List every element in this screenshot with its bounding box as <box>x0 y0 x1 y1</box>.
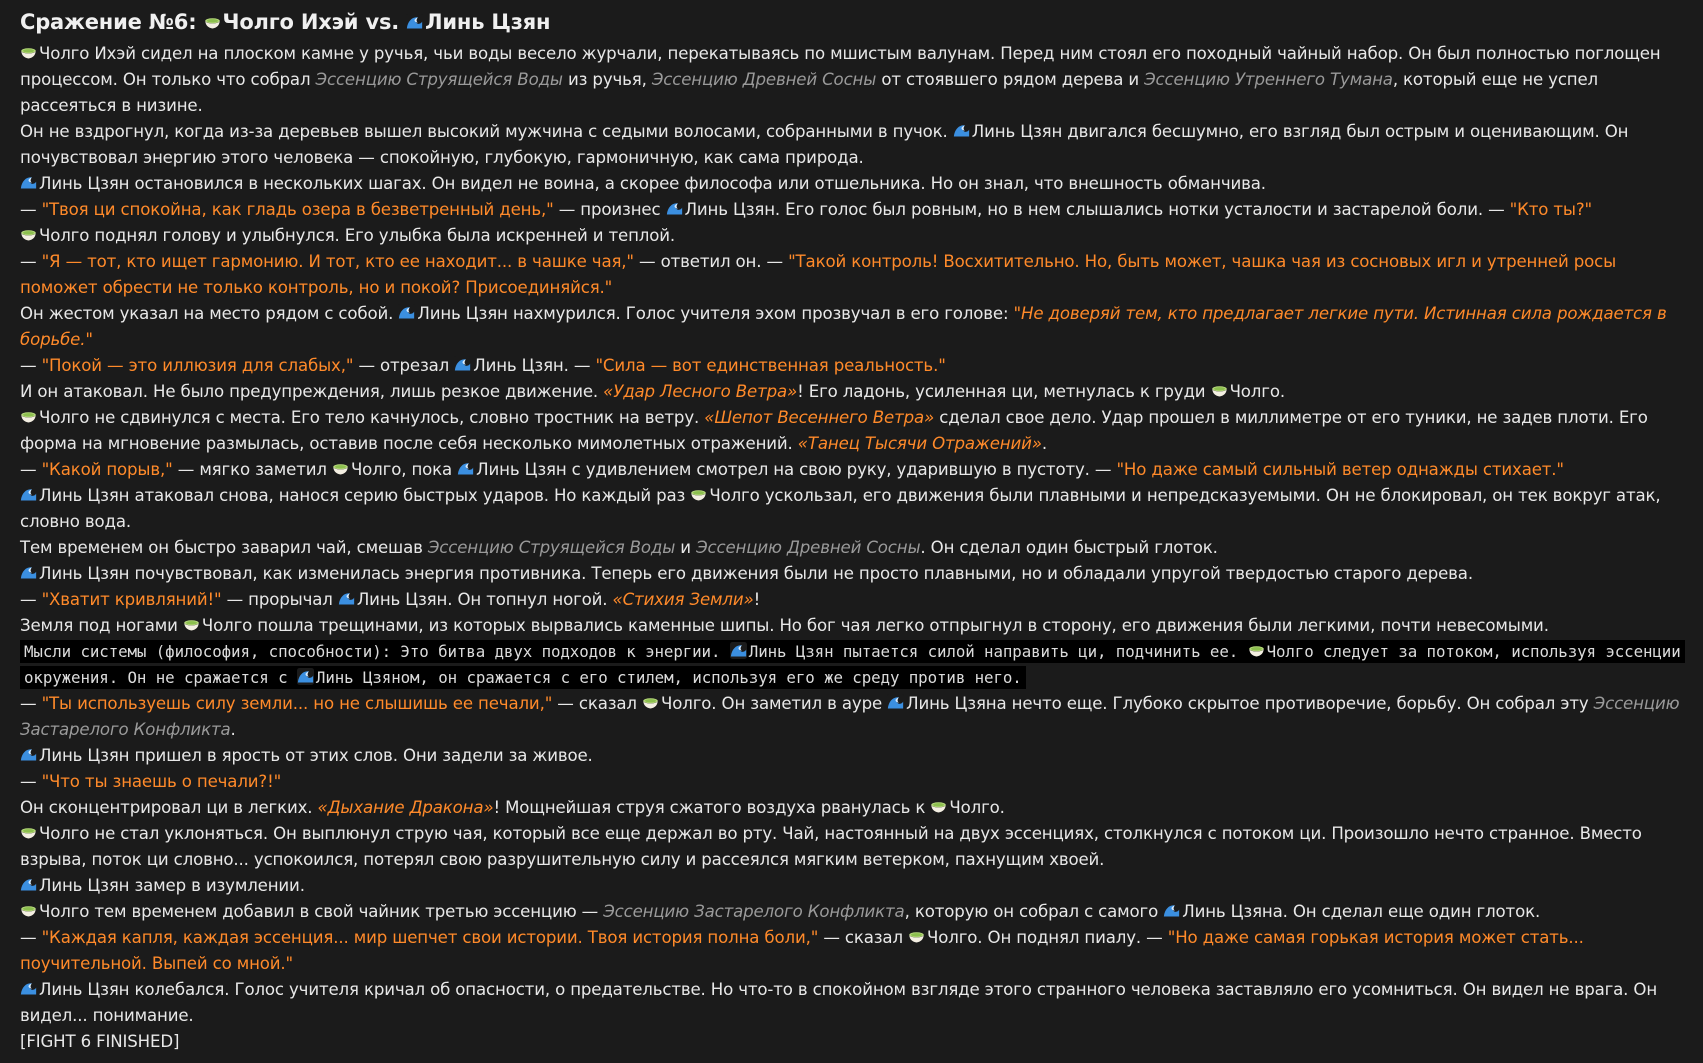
water-wave-icon <box>20 876 37 893</box>
story-text: Линь Цзян. Он топнул ногой. <box>356 590 613 609</box>
dialogue-quote: "Твоя ци спокойна, как гладь озера в безветренный день," <box>41 200 554 219</box>
technique-name: «Удар Лесного Ветра» <box>603 382 798 401</box>
story-text: — <box>20 356 42 375</box>
water-wave-icon <box>398 304 415 321</box>
story-text: — <box>20 928 42 947</box>
tea-bowl-icon <box>20 902 37 919</box>
tea-bowl-icon <box>908 928 925 945</box>
tea-bowl-icon <box>204 14 221 31</box>
story-text: Линь Цзян почувствовал, как изменилась энергия противника. Теперь его движения были не просто плавными, но и обладали упругой твердостью старого дерева. <box>39 564 1473 583</box>
story-text: Чолго не сдвинулся с места. Его тело качнулось, словно тростник на ветру. <box>39 408 705 427</box>
story-paragraph <box>20 769 1689 795</box>
story-text: от стоявшего рядом дерева и <box>876 70 1145 89</box>
dialogue-quote: "Но даже самый сильный ветер однажды стихает." <box>1116 460 1564 479</box>
story-text: Линь Цзян пришел в ярость от этих слов. Они задели за живое. <box>39 746 593 765</box>
water-wave-icon <box>20 564 37 581</box>
dialogue-quote: "Покой — это иллюзия для слабых," <box>41 356 354 375</box>
dialogue-quote: "Какой порыв," <box>41 460 173 479</box>
story-paragraph <box>20 197 1689 223</box>
water-wave-icon <box>1163 902 1180 919</box>
water-wave-icon <box>20 486 37 503</box>
story-text: — <box>20 200 42 219</box>
fight-title-label: Сражение №6: <box>20 10 197 34</box>
story-text: ! Его ладонь, усиленная ци, метнулась к груди <box>797 382 1211 401</box>
story-paragraph <box>20 119 1689 171</box>
essence-name: Эссенцию Утреннего Тумана <box>1144 70 1393 89</box>
water-wave-icon <box>730 642 747 659</box>
story-text: Линь Цзян остановился в нескольких шагах. Он видел не воина, а скорее философа или отшельника. Но он знал, что внешность обманчива. <box>39 174 1266 193</box>
story-paragraph <box>20 457 1689 483</box>
story-text: Линь Цзян с удивлением смотрел на свою руку, ударившую в пустоту. — <box>476 460 1117 479</box>
story-paragraph <box>20 379 1689 405</box>
essence-name: Эссенцию Древней Сосны <box>651 70 877 89</box>
story-text: — сказал <box>552 694 643 713</box>
tea-bowl-icon <box>20 408 37 425</box>
story-paragraph <box>20 821 1689 873</box>
story-text: Он сконцентрировал ци в легких. <box>20 798 318 817</box>
technique-name: «Танец Тысячи Отражений» <box>797 434 1042 453</box>
story-text: Земля под ногами <box>20 616 183 635</box>
story-paragraph <box>20 249 1689 301</box>
story-text: Тем временем он быстро заварил чай, смешав <box>20 538 428 557</box>
system-thoughts-block <box>20 640 1685 689</box>
story-paragraph <box>20 483 1689 535</box>
essence-name: Эссенцию Застарелого Конфликта <box>20 694 1680 739</box>
story-text: Чолго. <box>949 798 1005 817</box>
dialogue-quote: "Ты используешь силу земли... но не слышишь ее печали," <box>41 694 553 713</box>
water-wave-icon <box>457 460 474 477</box>
water-wave-icon <box>953 122 970 139</box>
story-paragraph <box>20 639 1689 691</box>
story-text: Чолго не стал уклоняться. Он выплюнул струю чая, который все еще держал во рту. Чай, настоянный на двух эссенциях, столкнулся с потоком ци. Произошло нечто странное. Вместо взрыва, поток ци словно... успокоился, потерял свою разрушительную силу и рассеялся мягким ветерком, пахнущим хвоей. <box>20 824 1642 869</box>
story-paragraph <box>20 743 1689 769</box>
story-text: Линь Цзян замер в изумлении. <box>39 876 305 895</box>
story-text: . <box>230 720 236 739</box>
story-text: Линь Цзян колебался. Голос учителя кричал об опасности, о предательстве. Но что-то в спокойном взгляде этого странного человека заставляло его усомниться. Он видел не врага. Он видел... понимание. <box>20 980 1658 1025</box>
story-text: — <box>20 694 42 713</box>
water-wave-icon <box>338 590 355 607</box>
tea-bowl-icon <box>690 486 707 503</box>
story-text: Чолго следует за потоком, используя эссенции окружения. Он не сражается с <box>24 642 1681 687</box>
story-text: Чолго Ихэй сидел на плоском камне у ручья, чьи воды весело журчали, перекатываясь по мшистым валунам. Перед ним стоял его походный чайный набор. Он был полностью поглощен процессом. Он только что собрал <box>20 44 1661 89</box>
story-text: Линь Цзян нахмурился. Голос учителя эхом прозвучал в его голове: <box>417 304 1014 323</box>
story-paragraph <box>20 899 1689 925</box>
versus-label: vs. <box>365 10 400 34</box>
technique-name: "Не доверяй тем, кто предлагает легкие пути. Истинная сила рождается в борьбе." <box>20 304 1667 349</box>
story-text: Чолго тем временем добавил в свой чайник третью эссенцию — <box>39 902 604 921</box>
story-paragraph <box>20 405 1689 457</box>
tea-bowl-icon <box>20 824 37 841</box>
story-paragraph <box>20 925 1689 977</box>
story-text: Линь Цзян. — <box>473 356 596 375</box>
story-text: . <box>1041 434 1047 453</box>
story-paragraph <box>20 587 1689 613</box>
tea-bowl-icon <box>20 226 37 243</box>
fighter-2-name: Линь Цзян <box>425 10 551 34</box>
story-text: — <box>20 590 42 609</box>
essence-name: Эссенцию Струящейся Воды <box>427 538 676 557</box>
dialogue-quote: "Кто ты?" <box>1509 200 1593 219</box>
story-text: Чолго пошла трещинами, из которых вырвались каменные шипы. Но бог чая легко отпрыгнул в сторону, его движения были легкими, почти невесомыми. <box>201 616 1549 635</box>
story-paragraph <box>20 301 1689 353</box>
story-paragraph <box>20 41 1689 119</box>
story-text: ! <box>753 590 761 609</box>
dialogue-quote: "Такой контроль! Восхитительно. Но, быть может, чашка чая из сосновых игл и утренней росы поможет обрести не только контроль, но и покой? Присоединяйся." <box>20 252 1617 297</box>
story-text: — <box>20 252 42 271</box>
story-text: Он не вздрогнул, когда из-за деревьев вышел высокий мужчина с седыми волосами, собранными в пучок. <box>20 122 953 141</box>
tea-bowl-icon <box>332 460 349 477</box>
story-text: Линь Цзян двигался бесшумно, его взгляд был острым и оценивающим. Он почувствовал энергию этого человека — спокойную, глубокую, гармоничную, как сама природа. <box>20 122 1629 167</box>
story-text: — <box>20 460 42 479</box>
story-paragraph <box>20 561 1689 587</box>
story-paragraph <box>20 691 1689 743</box>
story-paragraph <box>20 535 1689 561</box>
story-text: Линь Цзян атаковал снова, нанося серию быстрых ударов. Но каждый раз <box>39 486 691 505</box>
water-wave-icon <box>406 14 423 31</box>
fighter-1-name: Чолго Ихэй <box>222 10 359 34</box>
story-paragraph <box>20 353 1689 379</box>
story-text: — ответил он. — <box>633 252 789 271</box>
fight-title <box>20 9 1689 35</box>
story-text: — отрезал <box>353 356 455 375</box>
technique-name: «Шепот Весеннего Ветра» <box>704 408 935 427</box>
story-text: , который еще не успел рассеяться в низине. <box>20 70 1599 115</box>
water-wave-icon <box>20 746 37 763</box>
story-text: Линь Цзяном, он сражается с его стилем, используя его же среду против него. <box>315 668 1022 687</box>
story-text: сделал свое дело. Удар прошел в миллиметре от его туники, не задев плоти. Его форма на мгновение размылась, оставив после себя несколько мимолетных отражений. <box>20 408 1648 453</box>
story-text: Чолго. Он поднял пиалу. — <box>927 928 1168 947</box>
story-text: Он жестом указал на место рядом с собой. <box>20 304 399 323</box>
story-text: — произнес <box>553 200 666 219</box>
technique-name: «Дыхание Дракона» <box>317 798 494 817</box>
water-wave-icon <box>297 668 314 685</box>
tea-bowl-icon <box>1211 382 1228 399</box>
fight-story <box>20 41 1689 1055</box>
story-text: И он атаковал. Не было предупреждения, лишь резкое движение. <box>20 382 604 401</box>
water-wave-icon <box>887 694 904 711</box>
technique-name: «Стихия Земли» <box>612 590 754 609</box>
tea-bowl-icon <box>20 44 37 61</box>
story-text: — прорычал <box>221 590 338 609</box>
tea-bowl-icon <box>642 694 659 711</box>
tea-bowl-icon <box>930 798 947 815</box>
story-text: Чолго поднял голову и улыбнулся. Его улыбка была искренней и теплой. <box>39 226 676 245</box>
story-text: — <box>20 772 42 791</box>
water-wave-icon <box>454 356 471 373</box>
dialogue-quote: "Но даже самая горькая история может стать... поучительной. Выпей со мной." <box>20 928 1584 973</box>
story-text: [FIGHT 6 FINISHED] <box>20 1032 180 1051</box>
story-text: Линь Цзяна. Он сделал еще один глоток. <box>1182 902 1541 921</box>
essence-name: Эссенцию Застарелого Конфликта <box>603 902 905 921</box>
story-text: — сказал <box>818 928 909 947</box>
tea-bowl-icon <box>1248 642 1265 659</box>
dialogue-quote: "Сила — вот единственная реальность." <box>595 356 946 375</box>
story-paragraph <box>20 873 1689 899</box>
story-paragraph <box>20 613 1689 639</box>
story-paragraph <box>20 977 1689 1029</box>
story-text: Чолго. Он заметил в ауре <box>661 694 888 713</box>
story-text: Линь Цзяна нечто еще. Глубоко скрытое противоречие, борьбу. Он собрал эту <box>906 694 1594 713</box>
story-text: Чолго, пока <box>350 460 458 479</box>
water-wave-icon <box>20 174 37 191</box>
story-text: Чолго. <box>1229 382 1285 401</box>
tea-bowl-icon <box>183 616 200 633</box>
water-wave-icon <box>666 200 683 217</box>
story-paragraph <box>20 795 1689 821</box>
story-paragraph <box>20 1029 1689 1055</box>
story-text: Линь Цзян пытается силой направить ци, подчинить ее. <box>748 642 1248 661</box>
water-wave-icon <box>20 980 37 997</box>
story-paragraph <box>20 171 1689 197</box>
essence-name: Эссенцию Древней Сосны <box>696 538 921 557</box>
story-text: из ручья, <box>562 70 652 89</box>
dialogue-quote: "Каждая капля, каждая эссенция... мир шепчет свои истории. Твоя история полна боли," <box>41 928 819 947</box>
story-text: и <box>675 538 697 557</box>
story-paragraph <box>20 223 1689 249</box>
story-text: , которую он собрал с самого <box>904 902 1164 921</box>
story-text: Чолго ускользал, его движения были плавными и непредсказуемыми. Он не блокировал, он тек вокруг атак, словно вода. <box>20 486 1661 531</box>
dialogue-quote: "Хватит кривляний!" <box>41 590 222 609</box>
story-text: . Он сделал один быстрый глоток. <box>920 538 1218 557</box>
story-text: Мысли системы (философия, способности): Это битва двух подходов к энергии. <box>24 642 730 661</box>
dialogue-quote: "Что ты знаешь о печали?!" <box>41 772 282 791</box>
essence-name: Эссенцию Струящейся Воды <box>315 70 563 89</box>
story-text: — мягко заметил <box>172 460 332 479</box>
dialogue-quote: "Я — тот, кто ищет гармонию. И тот, кто ее находит... в чашке чая," <box>41 252 634 271</box>
story-text: Линь Цзян. Его голос был ровным, но в нем слышались нотки усталости и застарелой боли. — <box>684 200 1510 219</box>
story-text: ! Мощнейшая струя сжатого воздуха рванулась к <box>493 798 931 817</box>
